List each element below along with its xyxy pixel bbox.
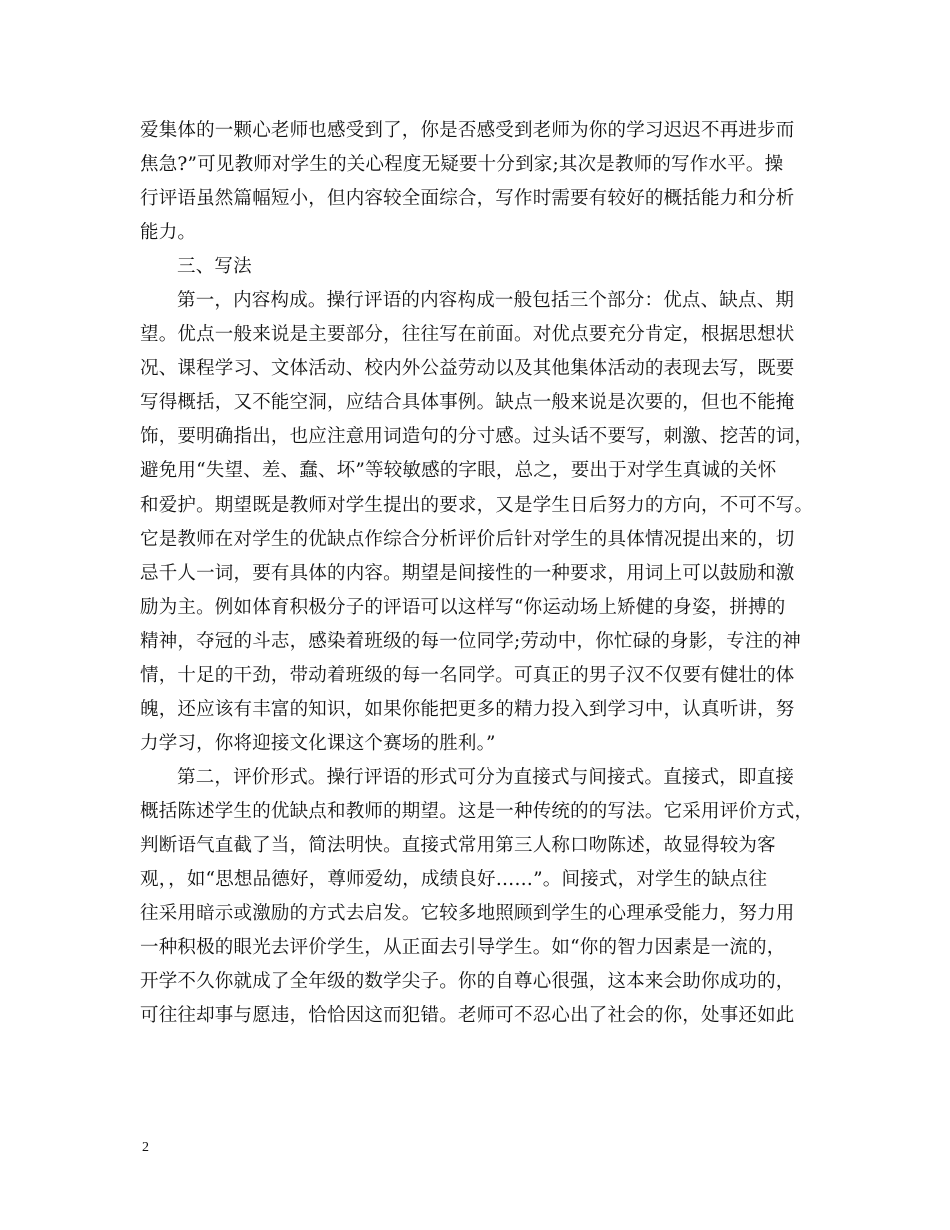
text-line: 况、课程学习、文体活动、校内外公益劳动以及其他集体活动的表现去写，既要 — [140, 358, 795, 380]
text-line: 第一，内容构成。操行评语的内容构成一般包括三个部分：优点、缺点、期 — [177, 290, 795, 312]
text-line: 爱集体的一颗心老师也感受到了，你是否感受到老师为你的学习迟迟不再进步而 — [140, 120, 795, 141]
text-line: 观，，如“思想品德好，尊师爱幼，成绩良好……”。间接式，对学生的缺点往 — [140, 869, 768, 891]
text-line: 一种积极的眼光去评价学生，从正面去引导学生。如“你的智力因素是一流的， — [140, 937, 786, 959]
text-line: 情，十足的干劲，带动着班级的每一名同学。可真正的男子汉不仅要有健壮的体 — [140, 664, 795, 686]
text-line: 焦急?”可见教师对学生的关心程度无疑要十分到家;其次是教师的写作水平。操 — [140, 154, 784, 176]
text-line: 开学不久你就成了全年级的数学尖子。你的自尊心很强，这本来会助你成功的， — [140, 971, 795, 993]
text-line: 励为主。例如体育积极分子的评语可以这样写“你运动场上矫健的身姿，拼搏的 — [140, 596, 786, 618]
text-line: 和爱护。期望既是教师对学生提出的要求，又是学生日后努力的方向，不可不写。 — [140, 494, 814, 516]
text-line: 望。优点一般来说是主要部分，往往写在前面。对优点要充分肯定，根据思想状 — [140, 324, 795, 346]
section-heading: 三、写法 — [177, 256, 252, 278]
page-number: 2 — [142, 1140, 149, 1155]
text-line: 行评语虽然篇幅短小，但内容较全面综合，写作时需要有较好的概括能力和分析 — [140, 188, 795, 210]
text-line: 可往往却事与愿违，恰恰因这而犯错。老师可不忍心出了社会的你，处事还如此 — [140, 1005, 795, 1027]
text-line: 能力。 — [140, 222, 197, 244]
text-line: 写得概括，又不能空洞，应结合具体事例。缺点一般来说是次要的，但也不能掩 — [140, 392, 795, 414]
text-line: 判断语气直截了当，简法明快。直接式常用第三人称口吻陈述，故显得较为客 — [140, 834, 776, 856]
text-line: 力学习，你将迎接文化课这个赛场的胜利。” — [140, 732, 496, 754]
text-line: 避免用“失望、差、蠢、坏”等较敏感的字眼，总之，要出于对学生真诚的关怀 — [140, 460, 777, 482]
text-line: 它是教师在对学生的优缺点作综合分析评价后针对学生的具体情况提出来的，切 — [140, 528, 795, 550]
text-line: 第二，评价形式。操行评语的形式可分为直接式与间接式。直接式，即直接 — [177, 766, 795, 788]
text-line: 概括陈述学生的优缺点和教师的期望。这是一种传统的的写法。它采用评价方式， — [140, 800, 814, 822]
body-text — [140, 114, 830, 1033]
text-line: 往采用暗示或激励的方式去启发。它较多地照顾到学生的心理承受能力，努力用 — [140, 903, 795, 925]
text-line: 饰，要明确指出，也应注意用词造句的分寸感。过头话不要写，刺激、挖苦的词， — [140, 426, 814, 448]
text-line: 忌千人一词，要有具体的内容。期望是间接性的一种要求，用词上可以鼓励和激 — [140, 562, 795, 584]
text-line: 魄，还应该有丰富的知识，如果你能把更多的精力投入到学习中，认真听讲，努 — [140, 698, 795, 720]
text-line: 精神，夺冠的斗志，感染着班级的每一位同学;劳动中，你忙碌的身影，专注的神 — [140, 630, 801, 652]
